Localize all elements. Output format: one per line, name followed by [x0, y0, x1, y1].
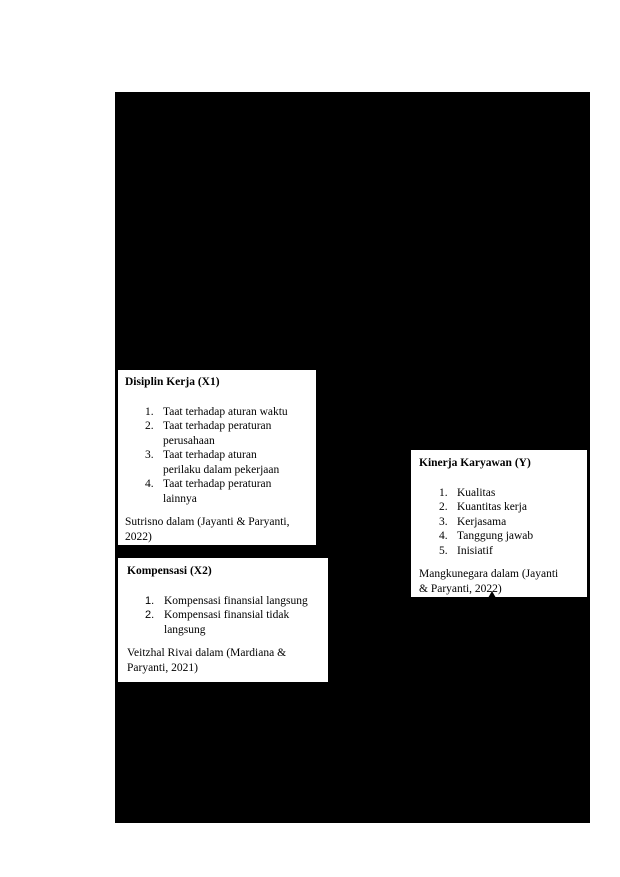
list-text: Kerjasama [457, 515, 507, 528]
list-item [127, 608, 322, 637]
list-text: Kualitas [457, 486, 496, 499]
box-title: Kinerja Karyawan (Y) [419, 457, 531, 469]
list-item [419, 500, 581, 515]
list-text: Taat terhadap aturan [163, 449, 257, 461]
variable-box-disiplin-kerja [118, 370, 316, 545]
source-line: Paryanti, 2021) [127, 661, 198, 674]
source-line: & Paryanti, 2022) [419, 582, 502, 595]
source-line: Veitzhal Rivai dalam (Mardiana & [127, 647, 287, 659]
list-number: 4. [439, 530, 448, 542]
box-title: Kompensasi (X2) [127, 565, 212, 577]
source-line: 2022) [125, 530, 152, 543]
list-number: 2. [145, 420, 154, 432]
arrowhead-icon [488, 591, 496, 598]
list-text: Taat terhadap peraturan [163, 420, 272, 432]
list-text: Kompensasi finansial langsung [164, 594, 308, 607]
list-number: 1. [439, 486, 448, 499]
list-number: 5. [439, 544, 448, 557]
list-text: Inisiatif [457, 544, 493, 557]
source-citation [125, 515, 310, 544]
indicator-list [419, 486, 581, 559]
list-item [125, 405, 310, 420]
list-item [127, 594, 322, 609]
list-item [419, 529, 581, 544]
list-number: 3. [145, 449, 154, 461]
list-number: 2. [145, 609, 155, 621]
list-text: perilaku dalam pekerjaan [163, 463, 280, 476]
list-text: lainnya [163, 492, 197, 505]
indicator-list [127, 594, 322, 638]
list-text: Taat terhadap peraturan [163, 478, 272, 490]
list-text: Kompensasi finansial tidak [164, 609, 290, 621]
list-text: langsung [164, 623, 206, 636]
box-title: Disiplin Kerja (X1) [125, 376, 220, 388]
list-number: 3. [439, 515, 448, 528]
list-text: Tanggung jawab [457, 530, 534, 542]
list-number: 4. [145, 478, 154, 490]
list-number: 2. [439, 501, 448, 513]
variable-box-kinerja-karyawan [411, 450, 587, 597]
list-item [125, 477, 310, 506]
list-item [125, 448, 310, 477]
list-text: perusahaan [163, 434, 215, 447]
list-item [419, 515, 581, 530]
list-item [419, 486, 581, 501]
variable-box-kompensasi [118, 558, 328, 682]
list-number: 1. [145, 405, 154, 418]
source-line: Sutrisno dalam (Jayanti & Paryanti, [125, 516, 290, 528]
source-citation [419, 567, 581, 596]
source-line: Mangkunegara dalam (Jayanti [419, 568, 559, 580]
indicator-list [125, 405, 310, 507]
list-item [125, 419, 310, 448]
list-number: 1. [145, 594, 155, 607]
list-text: Kuantitas kerja [457, 501, 527, 513]
list-item [419, 544, 581, 559]
source-citation [127, 646, 322, 675]
list-text: Taat terhadap aturan waktu [163, 405, 288, 418]
